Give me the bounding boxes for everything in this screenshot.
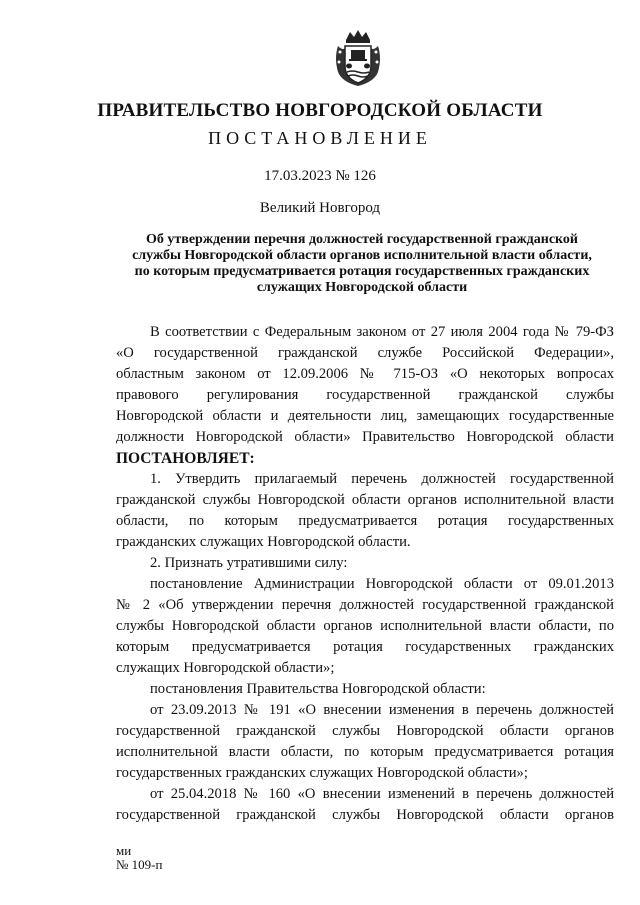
body-line: исполнительной власти области, по которым предусматривается ротация — [116, 744, 614, 760]
executor-initials: ми — [116, 843, 132, 858]
body-line: № 2 «Об утверждении перечня должностей государственной гражданской — [116, 597, 614, 613]
body-line: Новгородской области и деятельности лиц, замещающих государственные — [116, 408, 614, 424]
body-line: службы Новгородской области органов исполнительной власти области, по — [116, 618, 614, 634]
decree-word: ПОСТАНОВЛЯЕТ: — [116, 450, 255, 467]
body-line: от 25.04.2018 № 160 «О внесении изменений в перечень должностей — [150, 786, 614, 802]
body-line: правового регулирования государственной гражданской службы — [116, 387, 614, 403]
novgorod-coat-of-arms-icon — [332, 28, 384, 88]
body-line: областным законом от 12.09.2006 № 715-ОЗ «О некоторых вопросах — [116, 366, 614, 382]
body-line: постановления Правительства Новгородской области: — [150, 681, 486, 697]
document-footer — [116, 844, 162, 872]
body-line: государственных гражданских служащих Новгородской области»; — [116, 765, 528, 781]
date-and-number: 17.03.2023 № 126 — [264, 168, 376, 184]
subject-line: по которым предусматривается ротация государственных гражданских — [134, 264, 590, 279]
document-subject — [112, 232, 612, 296]
body-line: области, по которым предусматривается ротация государственных — [116, 513, 614, 529]
body-line: государственной гражданской службы Новгородской области органов — [116, 807, 614, 823]
body-line: от 23.09.2013 № 191 «О внесении изменения в перечень должностей — [150, 702, 614, 718]
organization-title: ПРАВИТЕЛЬСТВО НОВГОРОДСКОЙ ОБЛАСТИ — [97, 100, 543, 121]
body-line: гражданских служащих Новгородской области. — [116, 534, 411, 550]
subject-line: Об утверждении перечня должностей государственной гражданской — [146, 232, 578, 247]
body-line: постановление Администрации Новгородской области от 09.01.2013 — [150, 576, 614, 592]
subject-line: службы Новгородской области органов исполнительной власти области, — [132, 248, 592, 263]
subject-line: служащих Новгородской области — [256, 280, 468, 295]
document-body — [116, 322, 614, 826]
city: Великий Новгород — [259, 200, 381, 216]
body-line: которым предусматривается ротация государственных гражданских — [116, 639, 614, 655]
document-code: № 109-п — [116, 857, 163, 872]
body-line: государственной гражданской службы Новгородской области органов — [116, 723, 614, 739]
body-line: служащих Новгородской области»; — [116, 660, 335, 676]
body-line: 1. Утвердить прилагаемый перечень должностей государственной — [150, 471, 614, 487]
document-type: ПОСТАНОВЛЕНИЕ — [208, 128, 432, 148]
body-line: должности Новгородской области» Правительство Новгородской области — [116, 429, 614, 445]
body-line: В соответствии с Федеральным законом от 27 июля 2004 года № 79-ФЗ — [150, 324, 614, 340]
body-line: «О государственной гражданской службе Российской Федерации», — [116, 345, 614, 361]
body-line: 2. Признать утратившими силу: — [150, 555, 348, 571]
body-line: гражданской службы Новгородской области органов исполнительной власти — [116, 492, 614, 508]
